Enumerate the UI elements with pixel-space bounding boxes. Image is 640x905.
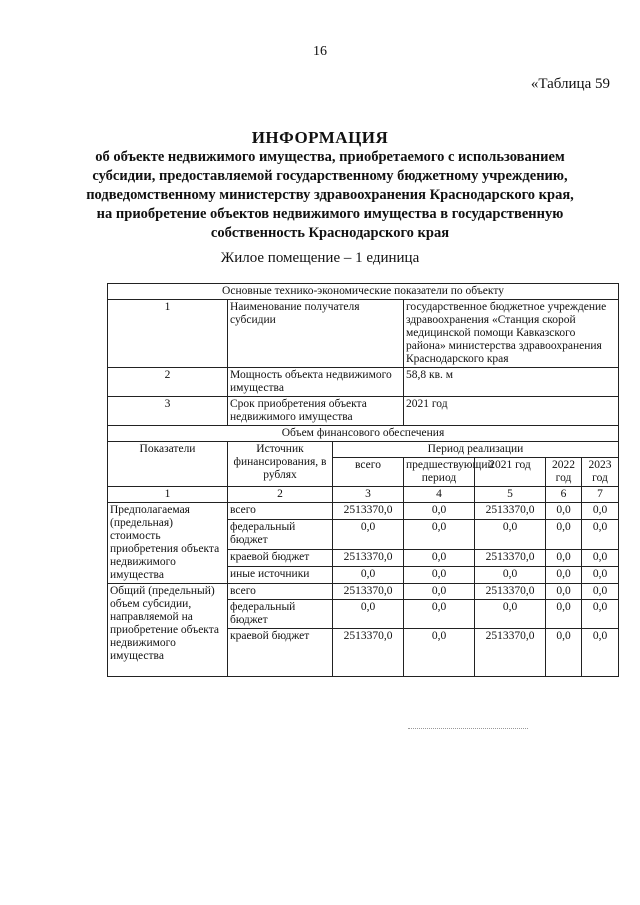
col-number: 4 (404, 487, 475, 503)
row-number: 3 (108, 397, 228, 426)
group-label-cost: Предполагаемая (предельная) стоимость приобретения объекта недвижимого имущества (108, 503, 228, 584)
object-description: Жилое помещение – 1 единица (220, 250, 420, 266)
col-number: 5 (475, 487, 546, 503)
source-cell: федеральный бюджет (228, 600, 333, 629)
value-2023: 0,0 (582, 503, 619, 520)
col-number: 1 (108, 487, 228, 503)
table-caption: «Таблица 59 (530, 76, 610, 92)
value-total: 2513370,0 (333, 503, 404, 520)
value-2021: 2513370,0 (475, 503, 546, 520)
section-title-financing: Объем финансового обеспечения (108, 426, 619, 442)
value-2023: 0,0 (582, 600, 619, 629)
value-2023: 0,0 (582, 584, 619, 600)
value-previous: 0,0 (404, 584, 475, 600)
source-cell: иные источники (228, 567, 333, 584)
row-value: государственное бюджетное учреждение здравоохранения «Станция скорой медицинской помощи Кавказского района» министерства здравоохранения Краснодарского края (404, 300, 619, 368)
col-number: 2 (228, 487, 333, 503)
table-row (108, 368, 619, 397)
subtitle-line: на приобретение объектов недвижимого имущества в государственную (96, 206, 564, 222)
header-indicators: Показатели (108, 442, 228, 487)
col-number: 3 (333, 487, 404, 503)
source-cell: всего (228, 503, 333, 520)
value-2022: 0,0 (546, 567, 582, 584)
source-cell: краевой бюджет (228, 629, 333, 677)
info-table (107, 283, 619, 677)
header-period: Период реализации (333, 442, 619, 458)
table-row (108, 503, 619, 520)
value-total: 2513370,0 (333, 550, 404, 567)
value-2021: 2513370,0 (475, 550, 546, 567)
value-2021: 2513370,0 (475, 584, 546, 600)
value-2022: 0,0 (546, 600, 582, 629)
row-label: Срок приобретения объекта недвижимого имущества (228, 397, 404, 426)
section-title-main-indicators: Основные технико-экономические показатели по объекту (108, 284, 619, 300)
value-2021: 0,0 (475, 600, 546, 629)
header-2021: 2021 год (475, 458, 546, 487)
table-row (108, 300, 619, 368)
value-2022: 0,0 (546, 629, 582, 677)
source-cell: всего (228, 584, 333, 600)
row-number: 1 (108, 300, 228, 368)
value-2022: 0,0 (546, 550, 582, 567)
value-2021: 0,0 (475, 519, 546, 550)
row-label: Наименование получателя субсидии (228, 300, 404, 368)
value-2023: 0,0 (582, 519, 619, 550)
column-numbers-row (108, 487, 619, 503)
subtitle-line: подведомственному министерству здравоохранения Краснодарского края, (86, 187, 574, 203)
value-total: 2513370,0 (333, 629, 404, 677)
value-2021: 2513370,0 (475, 629, 546, 677)
value-total: 0,0 (333, 600, 404, 629)
group-label-subsidy: Общий (предельный) объем субсидии, направляемой на приобретение объекта недвижимого имущества (108, 584, 228, 677)
source-cell: федеральный бюджет (228, 519, 333, 550)
subtitle-line: собственность Краснодарского края (210, 225, 450, 241)
value-2022: 0,0 (546, 519, 582, 550)
col-number: 7 (582, 487, 619, 503)
header-total: всего (333, 458, 404, 487)
header-row (108, 442, 619, 458)
value-previous: 0,0 (404, 567, 475, 584)
value-previous: 0,0 (404, 629, 475, 677)
subtitle-line: субсидии, предоставляемой государственному бюджетному учреждению, (92, 168, 568, 184)
header-2023: 2023 год (582, 458, 619, 487)
value-2022: 0,0 (546, 503, 582, 520)
value-2022: 0,0 (546, 584, 582, 600)
col-number: 6 (546, 487, 582, 503)
row-number: 2 (108, 368, 228, 397)
value-2023: 0,0 (582, 567, 619, 584)
value-previous: 0,0 (404, 503, 475, 520)
value-2021: 0,0 (475, 567, 546, 584)
table-row (108, 584, 619, 600)
value-total: 0,0 (333, 567, 404, 584)
value-total: 0,0 (333, 519, 404, 550)
row-label: Мощность объекта недвижимого имущества (228, 368, 404, 397)
value-previous: 0,0 (404, 550, 475, 567)
value-2023: 0,0 (582, 629, 619, 677)
header-source: Источник финансирования, в рублях (228, 442, 333, 487)
value-previous: 0,0 (404, 519, 475, 550)
subtitle-line: об объекте недвижимого имущества, приобретаемого с использованием (95, 149, 565, 165)
source-cell: краевой бюджет (228, 550, 333, 567)
section-header-row (108, 426, 619, 442)
row-value: 58,8 кв. м (404, 368, 619, 397)
value-2023: 0,0 (582, 550, 619, 567)
header-previous: предшествующий период (404, 458, 475, 487)
row-value: 2021 год (404, 397, 619, 426)
dotted-separator (408, 728, 528, 729)
document-title: ИНФОРМАЦИЯ (251, 128, 389, 147)
header-2022: 2022 год (546, 458, 582, 487)
value-total: 2513370,0 (333, 584, 404, 600)
table-row (108, 397, 619, 426)
page-number: 16 (313, 44, 327, 59)
document-subtitle (80, 148, 580, 243)
value-previous: 0,0 (404, 600, 475, 629)
section-header-row (108, 284, 619, 300)
